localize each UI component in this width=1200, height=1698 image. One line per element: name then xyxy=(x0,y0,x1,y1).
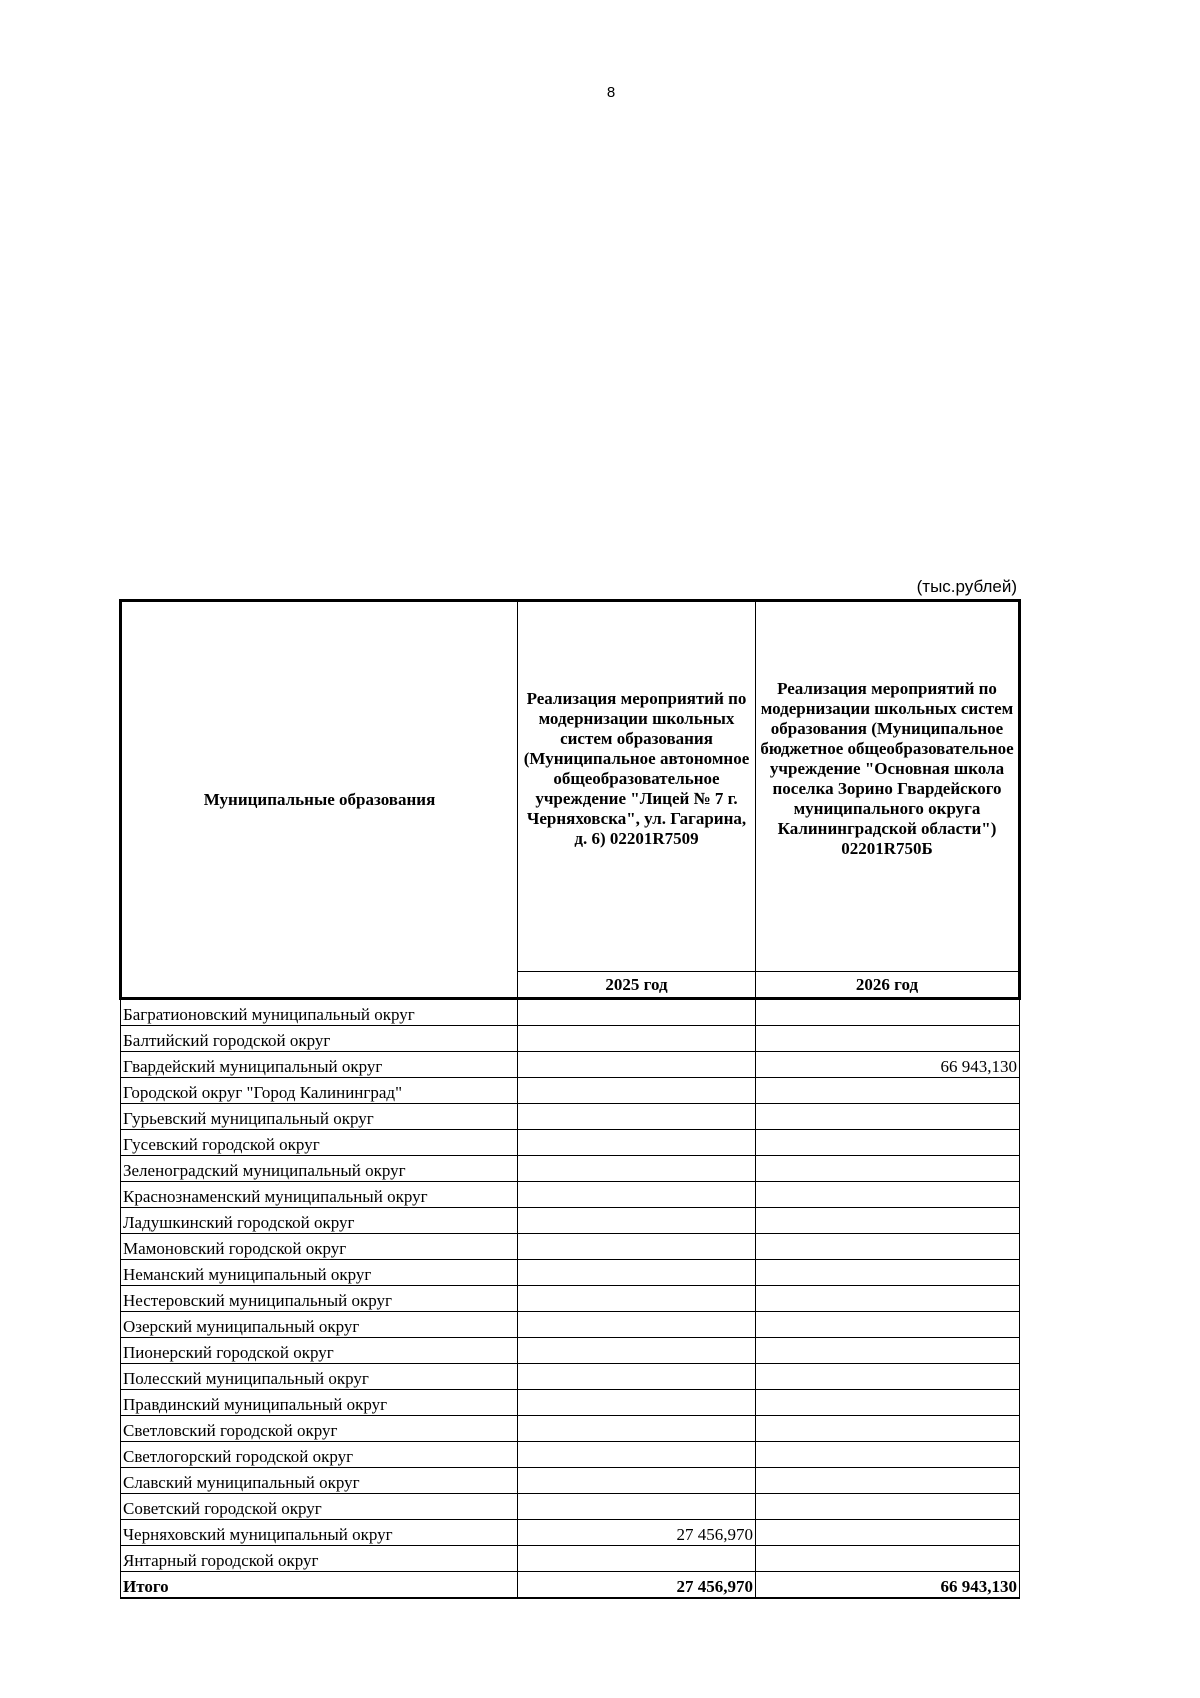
municipality-name: Краснознаменский муниципальный округ xyxy=(121,1182,518,1208)
value-2025 xyxy=(518,1104,756,1130)
allocation-table xyxy=(119,599,1021,1599)
value-2026 xyxy=(756,1234,1020,1260)
unit-note: (тыс.рублей) xyxy=(916,577,1017,596)
value-2026 xyxy=(756,1312,1020,1338)
year-header-2025: 2025 год xyxy=(518,972,756,999)
table-row xyxy=(121,1494,1020,1520)
value-2026 xyxy=(756,999,1020,1026)
table-row xyxy=(121,1182,1020,1208)
municipality-name: Янтарный городской округ xyxy=(121,1546,518,1572)
table-row xyxy=(121,1130,1020,1156)
value-2025 xyxy=(518,1364,756,1390)
table-row xyxy=(121,1260,1020,1286)
column-header-2025-label: Реализация мероприятий по модернизации школьных систем образования (Муниципальное автономное общеобразовательное учреждение "Лицей № 7 г. Черняховска", ул. Гагарина, д. 6) 02201R7509 xyxy=(523,688,750,848)
municipality-name: Балтийский городской округ xyxy=(121,1026,518,1052)
municipality-name: Славский муниципальный округ xyxy=(121,1468,518,1494)
value-2026 xyxy=(756,1026,1020,1052)
table-row xyxy=(121,1078,1020,1104)
value-2026 xyxy=(756,1416,1020,1442)
total-value-2026: 66 943,130 xyxy=(756,1572,1020,1599)
municipality-name: Багратионовский муниципальный округ xyxy=(121,999,518,1026)
municipality-name: Неманский муниципальный округ xyxy=(121,1260,518,1286)
value-2025 xyxy=(518,1260,756,1286)
value-2025 xyxy=(518,1182,756,1208)
value-2026 xyxy=(756,1468,1020,1494)
value-2025 xyxy=(518,999,756,1026)
value-2026 xyxy=(756,1130,1020,1156)
municipality-column-header xyxy=(121,601,518,999)
municipality-name: Полесский муниципальный округ xyxy=(121,1364,518,1390)
municipality-name: Светловский городской округ xyxy=(121,1416,518,1442)
value-2025 xyxy=(518,1208,756,1234)
value-2026 xyxy=(756,1286,1020,1312)
value-2025 xyxy=(518,1546,756,1572)
value-2026 xyxy=(756,1520,1020,1546)
municipality-name: Советский городской округ xyxy=(121,1494,518,1520)
municipality-name: Правдинский муниципальный округ xyxy=(121,1390,518,1416)
table-row xyxy=(121,1520,1020,1546)
table-row xyxy=(121,1208,1020,1234)
value-2025 xyxy=(518,1494,756,1520)
table-row xyxy=(121,1416,1020,1442)
column-header-2025 xyxy=(518,601,756,972)
value-2026: 66 943,130 xyxy=(756,1052,1020,1078)
value-2025 xyxy=(518,1156,756,1182)
table-row xyxy=(121,1338,1020,1364)
value-2025 xyxy=(518,1312,756,1338)
municipality-column-header-label: Муниципальные образования xyxy=(203,789,436,809)
municipality-name: Гурьевский муниципальный округ xyxy=(121,1104,518,1130)
value-2025 xyxy=(518,1442,756,1468)
table-row xyxy=(121,1364,1020,1390)
table-row xyxy=(121,1442,1020,1468)
municipality-name: Нестеровский муниципальный округ xyxy=(121,1286,518,1312)
value-2026 xyxy=(756,1182,1020,1208)
table-row xyxy=(121,1468,1020,1494)
value-2026 xyxy=(756,1260,1020,1286)
value-2026 xyxy=(756,1104,1020,1130)
municipality-name: Озерский муниципальный округ xyxy=(121,1312,518,1338)
table-row xyxy=(121,1312,1020,1338)
municipality-name: Гвардейский муниципальный округ xyxy=(121,1052,518,1078)
value-2025 xyxy=(518,1234,756,1260)
value-2025 xyxy=(518,1468,756,1494)
page-number: 8 xyxy=(606,84,616,101)
value-2026 xyxy=(756,1442,1020,1468)
total-value-2025: 27 456,970 xyxy=(518,1572,756,1599)
value-2025 xyxy=(518,1078,756,1104)
table-row xyxy=(121,1052,1020,1078)
municipality-name: Черняховский муниципальный округ xyxy=(121,1520,518,1546)
column-header-2026-label: Реализация мероприятий по модернизации школьных систем образования (Муниципальное бюджетное общеобразовательное учреждение "Основная школа поселка Зорино Гвардейского муниципального округа Калининградской области") 02201R750Б xyxy=(760,678,1014,858)
column-header-2026 xyxy=(756,601,1020,972)
total-label: Итого xyxy=(121,1572,518,1599)
municipality-name: Мамоновский городской округ xyxy=(121,1234,518,1260)
header-row xyxy=(121,601,1020,972)
value-2026 xyxy=(756,1208,1020,1234)
value-2025 xyxy=(518,1286,756,1312)
value-2026 xyxy=(756,1338,1020,1364)
value-2026 xyxy=(756,1078,1020,1104)
year-header-2026: 2026 год xyxy=(756,972,1020,999)
table-row xyxy=(121,1286,1020,1312)
table-row xyxy=(121,999,1020,1026)
table-row xyxy=(121,1156,1020,1182)
table-row xyxy=(121,1546,1020,1572)
total-row xyxy=(121,1572,1020,1599)
value-2025 xyxy=(518,1390,756,1416)
value-2026 xyxy=(756,1156,1020,1182)
value-2026 xyxy=(756,1364,1020,1390)
municipality-name: Ладушкинский городской округ xyxy=(121,1208,518,1234)
table-body xyxy=(121,999,1020,1599)
value-2025: 27 456,970 xyxy=(518,1520,756,1546)
municipality-name: Зеленоградский муниципальный округ xyxy=(121,1156,518,1182)
value-2025 xyxy=(518,1338,756,1364)
municipality-name: Пионерский городской округ xyxy=(121,1338,518,1364)
allocation-table-container xyxy=(119,599,1018,1599)
value-2025 xyxy=(518,1052,756,1078)
table-row xyxy=(121,1104,1020,1130)
value-2026 xyxy=(756,1390,1020,1416)
value-2025 xyxy=(518,1416,756,1442)
table-row xyxy=(121,1234,1020,1260)
value-2025 xyxy=(518,1130,756,1156)
municipality-name: Гусевский городской округ xyxy=(121,1130,518,1156)
value-2026 xyxy=(756,1494,1020,1520)
table-row xyxy=(121,1390,1020,1416)
municipality-name: Городской округ "Город Калининград" xyxy=(121,1078,518,1104)
value-2026 xyxy=(756,1546,1020,1572)
municipality-name: Светлогорский городской округ xyxy=(121,1442,518,1468)
table-header xyxy=(121,601,1020,999)
value-2025 xyxy=(518,1026,756,1052)
table-row xyxy=(121,1026,1020,1052)
